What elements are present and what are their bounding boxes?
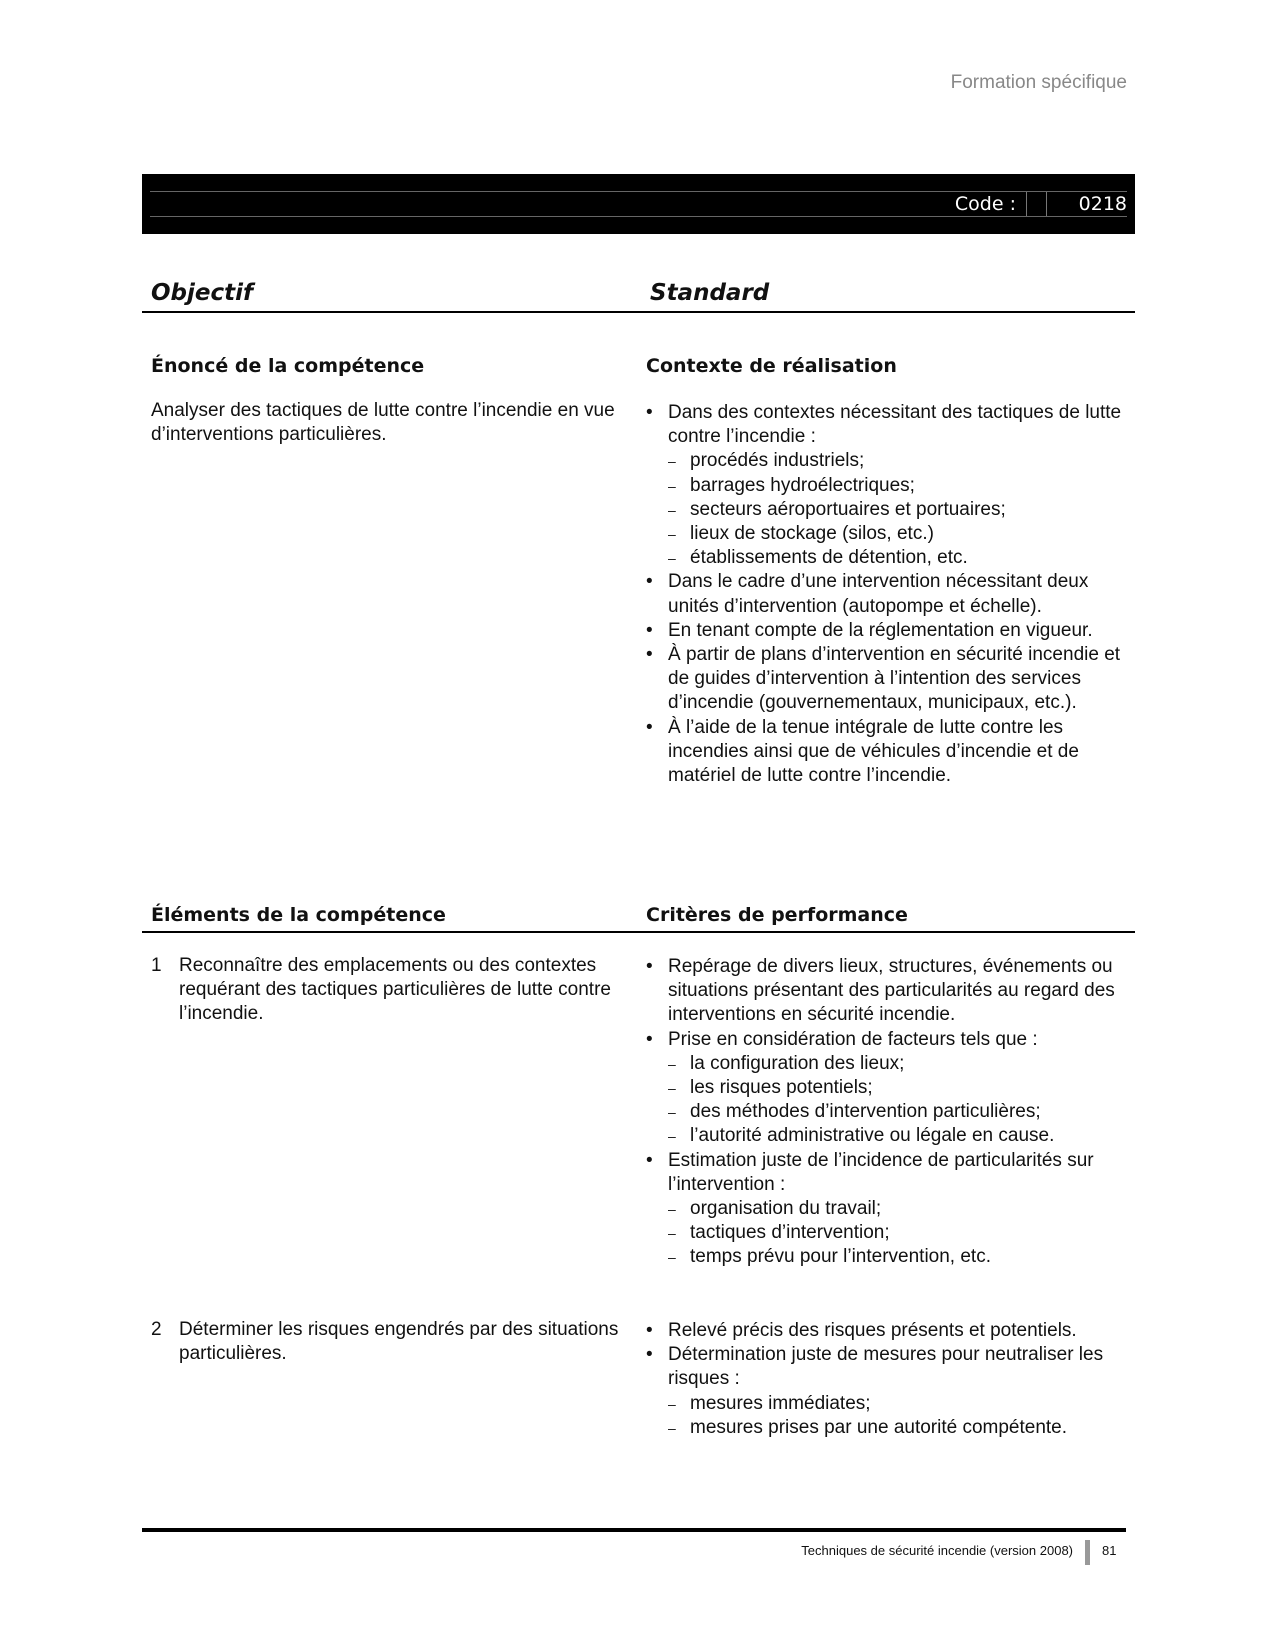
elements-heading: Éléments de la compétence <box>151 904 446 926</box>
sub-item: – secteurs aéroportuaires et portuaires; <box>646 498 1126 522</box>
bullet-item: • Dans le cadre d’une intervention nécessitant deux unités d’intervention (autopompe et échelle). <box>646 570 1126 618</box>
footer-rule <box>142 1528 1126 1532</box>
elements-rule <box>142 931 1135 933</box>
criteria-list-1 <box>646 955 1126 1270</box>
sub-item: – tactiques d’intervention; <box>646 1221 1126 1245</box>
contexte-heading: Contexte de réalisation <box>646 355 897 377</box>
criteria-list-2 <box>646 1319 1126 1440</box>
contexte-list <box>646 401 1126 788</box>
element-text: Reconnaître des emplacements ou des contextes requérant des tactiques particulières de lutte contre l’incendie. <box>179 955 611 1025</box>
column-heading-objectif: Objectif <box>151 280 254 306</box>
code-label: Code : <box>955 192 1027 216</box>
element-number: 1 <box>151 955 162 976</box>
sub-item: – barrages hydroélectriques; <box>646 474 1126 498</box>
column-heading-standard: Standard <box>650 280 770 306</box>
element-text: Déterminer les risques engendrés par des situations particulières. <box>179 1319 619 1365</box>
criteria-heading: Critères de performance <box>646 904 908 926</box>
element-1 <box>151 954 621 1027</box>
bullet-item: • Détermination juste de mesures pour neutraliser les risques : <box>646 1343 1126 1391</box>
footer-title: Techniques de sécurité incendie (version 2008) <box>801 1543 1073 1558</box>
footer-separator <box>1085 1540 1090 1565</box>
bullet-item: • Estimation juste de l’incidence de particularités sur l’intervention : <box>646 1149 1126 1197</box>
sub-item: – l’autorité administrative ou légale en cause. <box>646 1124 1126 1148</box>
bullet-item: • Repérage de divers lieux, structures, événements ou situations présentant des particularités au regard des interventions en sécurité incendie. <box>646 955 1126 1028</box>
element-number: 2 <box>151 1319 162 1340</box>
bullet-item: • En tenant compte de la réglementation en vigueur. <box>646 619 1126 643</box>
bullet-item: • À partir de plans d’intervention en sécurité incendie et de guides d’intervention à l’intention des services d’incendie (gouvernementaux, municipaux, etc.). <box>646 643 1126 716</box>
running-header: Formation spécifique <box>950 72 1127 93</box>
bullet-item: • À l’aide de la tenue intégrale de lutte contre les incendies ainsi que de véhicules d’incendie et de matériel de lutte contre l’incendie. <box>646 716 1126 789</box>
sub-item: – la configuration des lieux; <box>646 1052 1126 1076</box>
sub-item: – établissements de détention, etc. <box>646 546 1126 570</box>
sub-item: – procédés industriels; <box>646 449 1126 473</box>
sub-item: – lieux de stockage (silos, etc.) <box>646 522 1126 546</box>
element-2 <box>151 1318 621 1366</box>
sub-item: – mesures immédiates; <box>646 1392 1126 1416</box>
sub-item: – les risques potentiels; <box>646 1076 1126 1100</box>
sub-item: – temps prévu pour l’intervention, etc. <box>646 1245 1126 1269</box>
sub-item: – des méthodes d’intervention particulières; <box>646 1100 1126 1124</box>
bullet-item: • Dans des contextes nécessitant des tactiques de lutte contre l’incendie : <box>646 401 1126 449</box>
sub-item: – organisation du travail; <box>646 1197 1126 1221</box>
code-value: 0218 <box>1046 192 1127 216</box>
code-bar <box>142 174 1135 234</box>
heading-rule <box>142 311 1135 313</box>
bullet-item: • Relevé précis des risques présents et potentiels. <box>646 1319 1126 1343</box>
enonce-text: Analyser des tactiques de lutte contre l’incendie en vue d’interventions particulières. <box>151 400 615 446</box>
enonce-heading: Énoncé de la compétence <box>151 355 425 377</box>
page-number: 81 <box>1102 1543 1117 1558</box>
bullet-item: • Prise en considération de facteurs tels que : <box>646 1028 1126 1052</box>
sub-item: – mesures prises par une autorité compétente. <box>646 1416 1126 1440</box>
